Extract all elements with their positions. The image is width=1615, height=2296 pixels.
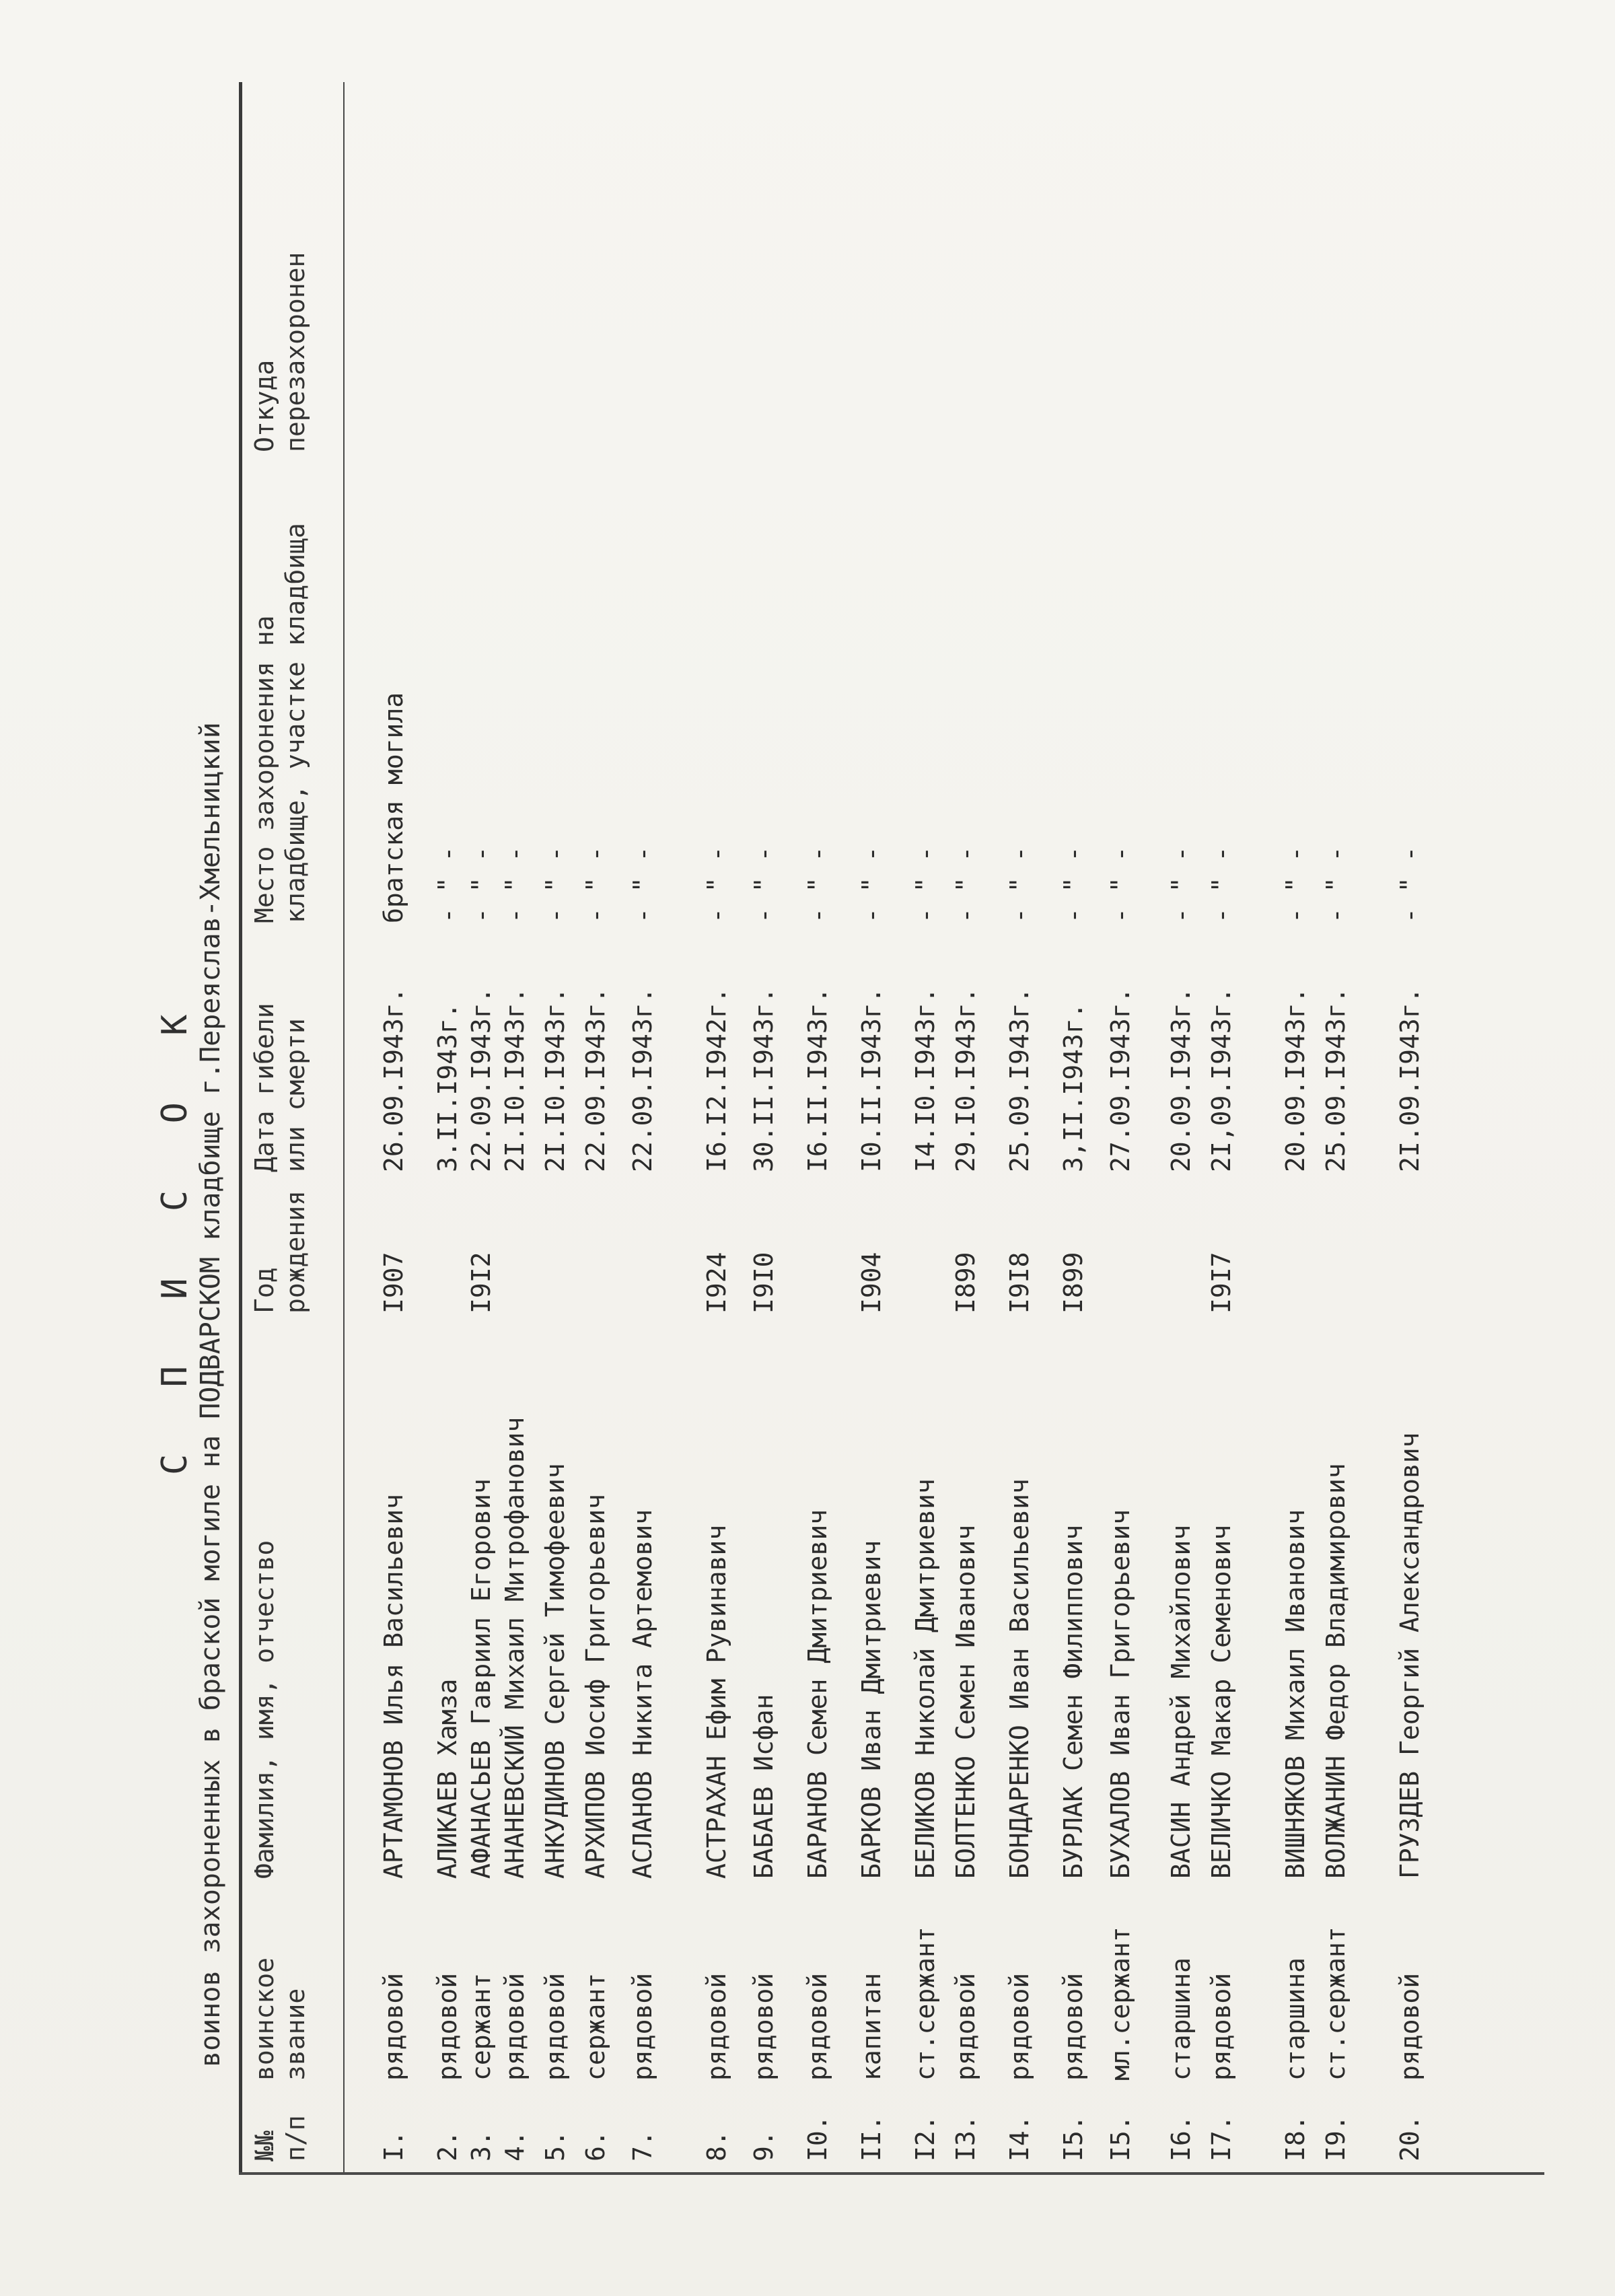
row-birth-year: I9I0 — [749, 1252, 779, 1314]
row-burial-place: - " - — [581, 846, 610, 923]
row-burial-place: - " - — [1321, 846, 1351, 923]
row-death-date: 22.09.I943г. — [466, 987, 496, 1172]
row-name: ВОЛЖАНИН Федор Владимирович — [1321, 1463, 1351, 1879]
row-name: АРХИПОВ Иосиф Григорьевич — [581, 1494, 610, 1879]
row-name: БОНДАРЕНКО Иван Васильевич — [1005, 1478, 1034, 1879]
row-burial-place: - " - — [500, 846, 530, 923]
row-burial-place: братская могила — [379, 692, 408, 923]
row-name: БАБАЕВ Исфан — [749, 1694, 779, 1879]
row-number: I0. — [803, 2115, 832, 2161]
row-death-date: 22.09.I943г. — [581, 987, 610, 1172]
row-rank: рядовой — [951, 1972, 980, 2081]
header-rank: воинское звание — [250, 1957, 310, 2081]
row-rank: старшина — [1166, 1957, 1196, 2081]
row-death-date: 29.I0.I943г. — [951, 987, 980, 1172]
row-burial-place: - " - — [749, 846, 779, 923]
row-name: АФАНАСЬЕВ Гавриил Егорович — [466, 1478, 496, 1879]
row-number: I6. — [1166, 2115, 1196, 2161]
row-burial-place: - " - — [1281, 846, 1310, 923]
row-number: I5. — [1106, 2115, 1135, 2161]
row-burial-place: - " - — [1106, 846, 1135, 923]
row-rank: сержант — [466, 1972, 496, 2081]
row-name: БАРКОВ Иван Дмитриевич — [857, 1540, 886, 1879]
row-rank: сержант — [581, 1972, 610, 2081]
row-rank: рядовой — [1058, 1972, 1088, 2081]
row-number: 2. — [433, 2130, 462, 2161]
row-burial-place: - " - — [433, 846, 462, 923]
row-number: I. — [379, 2130, 408, 2161]
row-death-date: 3.II.I943г. — [433, 1003, 462, 1172]
document-title: С П И С О К — [155, 991, 195, 1475]
row-name: АРТАМОНОВ Илья Васильевич — [379, 1494, 408, 1879]
row-birth-year: I899 — [1058, 1252, 1088, 1314]
row-burial-place: - " - — [910, 846, 940, 923]
header-bottom-rule — [343, 82, 345, 2175]
row-rank: старшина — [1281, 1957, 1310, 2081]
row-rank: мл.сержант — [1106, 1927, 1135, 2081]
list-frame — [81, 75, 1541, 2202]
row-burial-place: - " - — [540, 846, 570, 923]
row-name: ВАСИН Андрей Михайлович — [1166, 1524, 1196, 1879]
row-death-date: 25.09.I943г. — [1321, 987, 1351, 1172]
header-year: Год рождения — [250, 1190, 310, 1314]
row-number: 7. — [628, 2130, 657, 2161]
row-death-date: 27.09.I943г. — [1106, 987, 1135, 1172]
row-death-date: 2I.09.I943г. — [1395, 987, 1425, 1172]
row-number: I3. — [951, 2115, 980, 2161]
row-rank: рядовой — [379, 1972, 408, 2081]
row-death-date: 3,II.I943г. — [1058, 1003, 1088, 1172]
row-number: 20. — [1395, 2115, 1425, 2161]
row-rank: рядовой — [1207, 1972, 1236, 2081]
row-rank: рядовой — [500, 1972, 530, 2081]
row-death-date: 2I.I0.I943г. — [500, 987, 530, 1172]
row-burial-place: - " - — [803, 846, 832, 923]
row-name: БЕЛИКОВ Николай Дмитриевич — [910, 1478, 940, 1879]
row-name: БУХАЛОВ Иван Григорьевич — [1106, 1509, 1135, 1879]
header-top-rule — [239, 82, 242, 2175]
row-burial-place: - " - — [702, 846, 731, 923]
row-number: I2. — [910, 2115, 940, 2161]
row-name: АСЛАНОВ Никита Артемович — [628, 1509, 657, 1879]
row-death-date: 22.09.I943г. — [628, 987, 657, 1172]
row-name: ВИШНЯКОВ Михаил Иванович — [1281, 1509, 1310, 1879]
row-birth-year: I924 — [702, 1252, 731, 1314]
row-number: I9. — [1321, 2115, 1351, 2161]
row-name: АЛИКАЕВ Хамза — [433, 1678, 462, 1879]
row-number: 6. — [581, 2130, 610, 2161]
row-number: 4. — [500, 2130, 530, 2161]
row-rank: рядовой — [628, 1972, 657, 2081]
row-rank: ст.сержант — [910, 1927, 940, 2081]
row-burial-place: - " - — [1395, 846, 1425, 923]
document-subtitle: воинов захороненных в браской могиле на ПОДВАРСКОМ кладбище г.Переяслав-Хмельницкий — [195, 722, 226, 2067]
row-name: АСТРАХАН Ефим Рувинавич — [702, 1524, 731, 1879]
row-name: БАРАНОВ Семен Дмитриевич — [803, 1509, 832, 1879]
row-name: АНАНЕВСКИЙ Михаил Митрофанович — [500, 1416, 530, 1879]
row-rank: рядовой — [1395, 1972, 1425, 2081]
row-birth-year: I9I2 — [466, 1252, 496, 1314]
row-rank: рядовой — [1005, 1972, 1034, 2081]
row-burial-place: - " - — [628, 846, 657, 923]
row-death-date: 2I,09.I943г. — [1207, 987, 1236, 1172]
row-name: ГРУЗДЕВ Георгий Александрович — [1395, 1432, 1425, 1879]
row-birth-year: I9I7 — [1207, 1252, 1236, 1314]
row-rank: рядовой — [803, 1972, 832, 2081]
row-burial-place: - " - — [1005, 846, 1034, 923]
row-death-date: 2I.I0.I943г. — [540, 987, 570, 1172]
row-birth-year: I899 — [951, 1252, 980, 1314]
row-death-date: 26.09.I943г. — [379, 987, 408, 1172]
row-birth-year: I9I8 — [1005, 1252, 1034, 1314]
row-number: I8. — [1281, 2115, 1310, 2161]
row-death-date: 25.09.I943г. — [1005, 987, 1034, 1172]
row-rank: рядовой — [433, 1972, 462, 2081]
row-rank: капитан — [857, 1972, 886, 2081]
row-number: II. — [857, 2115, 886, 2161]
row-burial-place: - " - — [951, 846, 980, 923]
row-number: 8. — [702, 2130, 731, 2161]
row-burial-place: - " - — [1207, 846, 1236, 923]
row-death-date: I4.I0.I943г. — [910, 987, 940, 1172]
left-border-rule — [239, 2172, 1544, 2175]
row-death-date: I6.II.I943г. — [803, 987, 832, 1172]
row-death-date: I0.II.I943г. — [857, 987, 886, 1172]
row-rank: ст.сержант — [1321, 1927, 1351, 2081]
row-rank: рядовой — [540, 1972, 570, 2081]
row-number: 3. — [466, 2130, 496, 2161]
header-num: №№ п/п — [250, 2115, 310, 2161]
row-name: ВЕЛИЧКО Макар Семенович — [1207, 1524, 1236, 1879]
header-name: Фамилия, имя, отчество — [250, 1540, 279, 1879]
row-number: I5. — [1058, 2115, 1088, 2161]
row-number: 5. — [540, 2130, 570, 2161]
header-from: Откуда перезахоронен — [250, 252, 310, 452]
row-death-date: 20.09.I943г. — [1281, 987, 1310, 1172]
row-burial-place: - " - — [466, 846, 496, 923]
row-name: БОЛТЕНКО Семен Иванович — [951, 1524, 980, 1879]
row-rank: рядовой — [702, 1972, 731, 2081]
row-burial-place: - " - — [1166, 846, 1196, 923]
row-name: БУРЛАК Семен Филиппович — [1058, 1524, 1088, 1879]
header-date: Дата гибели или смерти — [250, 1003, 310, 1172]
row-name: АНКУДИНОВ Сергей Тимофеевич — [540, 1463, 570, 1879]
row-number: I7. — [1207, 2115, 1236, 2161]
row-death-date: 20.09.I943г. — [1166, 987, 1196, 1172]
row-death-date: 30.II.I943г. — [749, 987, 779, 1172]
row-death-date: I6.I2.I942г. — [702, 987, 731, 1172]
row-number: 9. — [749, 2130, 779, 2161]
row-birth-year: I904 — [857, 1252, 886, 1314]
header-place: Место захоронения на кладбище, участке кладбища — [250, 523, 310, 923]
row-burial-place: - " - — [1058, 846, 1088, 923]
row-burial-place: - " - — [857, 846, 886, 923]
row-number: I4. — [1005, 2115, 1034, 2161]
row-rank: рядовой — [749, 1972, 779, 2081]
row-birth-year: I907 — [379, 1252, 408, 1314]
